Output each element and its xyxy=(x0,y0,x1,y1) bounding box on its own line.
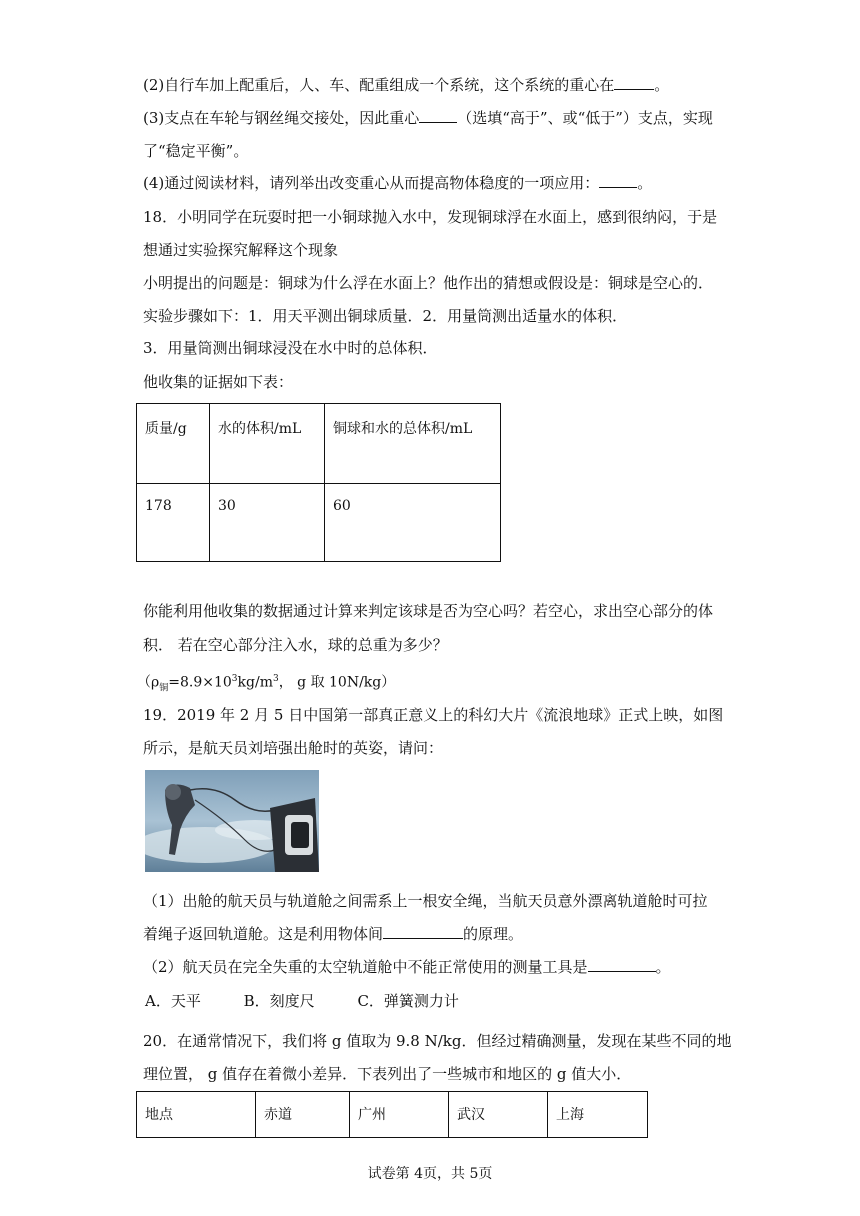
q18-text-6: 他收集的证据如下表： xyxy=(143,373,294,391)
q19-sub1-blank[interactable] xyxy=(383,924,463,939)
q19-line1 xyxy=(143,705,723,725)
table-cell: 赤道 xyxy=(256,1092,350,1138)
q18-line5 xyxy=(143,338,438,358)
density-exponent: 3 xyxy=(231,674,238,684)
q19-sub1-text-c: 的原理。 xyxy=(463,925,524,943)
q19-sub1-text: （1）出舱的航天员与轨道舱之间需系上一根安全绳，当航天员意外漂离轨道舱时可拉 xyxy=(143,892,708,910)
q17-part3 xyxy=(143,108,713,128)
table-row xyxy=(137,1092,648,1138)
density-unit: kg/m xyxy=(237,674,273,691)
table-header-cell: 地点 xyxy=(137,1092,256,1138)
q18-text-1: 18．小明同学在玩耍时把一小铜球抛入水中，发现铜球浮在水面上，感到很纳闷，于是 xyxy=(143,208,718,226)
option-a[interactable]: A．天平 xyxy=(145,992,201,1010)
q18-line1 xyxy=(143,207,717,227)
q20-g-table xyxy=(136,1091,648,1138)
q18-line8 xyxy=(143,635,448,655)
q19-sub2-text: （2）航天员在完全失重的太空轨道舱中不能正常使用的测量工具是 xyxy=(143,958,588,976)
table-cell: 30 xyxy=(210,484,325,562)
q20-text-2: 理位置， g 值存在着微小差异．下表列出了一些城市和地区的 g 值大小． xyxy=(143,1065,632,1083)
astronaut-photo-graphic xyxy=(145,770,319,872)
q19-sub2-end: 。 xyxy=(655,958,671,976)
q17-part4-blank[interactable] xyxy=(599,173,637,188)
q17-part4-end: 。 xyxy=(637,174,653,192)
q17-part4-text: (4)通过阅读材料，请列举出改变重心从而提高物体稳度的一项应用： xyxy=(143,174,600,192)
table-cell: 广州 xyxy=(350,1092,449,1138)
table-header-cell: 水的体积/mL xyxy=(210,404,325,484)
density-value: =8.9×10 xyxy=(168,674,232,691)
q18-line7 xyxy=(143,601,713,621)
q17-part4 xyxy=(143,173,652,193)
q18-line3 xyxy=(143,273,713,293)
astronaut-photo xyxy=(145,770,319,872)
density-unit-exponent: 3 xyxy=(272,674,279,684)
q19-options xyxy=(145,991,459,1011)
table-header-row xyxy=(137,404,501,484)
q18-data-table xyxy=(136,403,501,562)
q19-sub1-line1 xyxy=(143,891,708,911)
q18-constants xyxy=(137,669,395,698)
q18-text-7: 你能利用他收集的数据通过计算来判定该球是否为空心吗？若空心，求出空心部分的体 xyxy=(143,602,714,620)
table-header-cell: 铜球和水的总体积/mL xyxy=(325,404,501,484)
table-cell: 178 xyxy=(137,484,210,562)
q17-part2-end: 。 xyxy=(654,76,670,94)
q18-text-4: 实验步骤如下：1．用天平测出铜球质量．2．用量筒测出适量水的体积． xyxy=(143,307,628,325)
q18-line2 xyxy=(143,240,338,260)
q19-line2 xyxy=(143,738,443,758)
q18-line6 xyxy=(143,372,293,392)
q18-line4 xyxy=(143,306,627,326)
table-header-cell: 质量/g xyxy=(137,404,210,484)
page-footer: 试卷第 4页，共 5页 xyxy=(367,1166,493,1182)
q17-part2 xyxy=(143,75,669,95)
table-cell: 上海 xyxy=(548,1092,648,1138)
table-cell: 60 xyxy=(325,484,501,562)
table-cell: 武汉 xyxy=(449,1092,548,1138)
gravity-constant: ， g 取 10N/kg） xyxy=(278,674,396,691)
q17-part3-text: (3)支点在车轮与钢丝绳交接处，因此重心 xyxy=(143,109,420,127)
q18-text-8: 积． 若在空心部分注入水，球的总重为多少？ xyxy=(143,636,448,654)
density-symbol: （ρ xyxy=(137,674,160,691)
q17-part2-text: (2)自行车加上配重后，人、车、配重组成一个系统，这个系统的重心在 xyxy=(143,76,615,94)
q20-text-1: 20．在通常情况下，我们将 g 值取为 9.8 N/kg．但经过精确测量，发现在某些不同的地 xyxy=(143,1032,732,1050)
q18-text-5: 3．用量筒测出铜球浸没在水中时的总体积． xyxy=(143,339,438,357)
option-c[interactable]: C．弹簧测力计 xyxy=(357,992,459,1010)
q19-sub1-text-b: 着绳子返回轨道舱。这是利用物体间 xyxy=(143,925,384,943)
q18-text-3: 小明提出的问题是：铜球为什么浮在水面上？他作出的猜想或假设是：铜球是空心的． xyxy=(143,274,714,292)
density-subscript: 铜 xyxy=(159,683,169,694)
q19-sub2 xyxy=(143,957,671,977)
q19-sub1-line2 xyxy=(143,924,523,944)
q20-line2 xyxy=(143,1064,631,1084)
q19-text-2: 所示，是航天员刘培强出舱时的英姿，请问： xyxy=(143,739,444,757)
table-row xyxy=(137,484,501,562)
q19-text-1: 19．2019 年 2 月 5 日中国第一部真正意义上的科幻大片《流浪地球》正式上映，如图 xyxy=(143,706,724,724)
q17-part2-blank[interactable] xyxy=(614,75,654,90)
q20-line1 xyxy=(143,1031,732,1051)
q19-sub2-blank[interactable] xyxy=(588,957,656,972)
q17-part3-text-b: （选填“高于”、或“低于”）支点，实现 xyxy=(457,109,713,127)
q17-part3-blank[interactable] xyxy=(419,108,457,123)
option-b[interactable]: B．刻度尺 xyxy=(243,992,315,1010)
q17-part3-text-c: 了“稳定平衡”。 xyxy=(143,142,249,160)
q18-text-2: 想通过实验探究解释这个现象 xyxy=(143,241,339,259)
q17-part3-cont xyxy=(143,141,248,161)
